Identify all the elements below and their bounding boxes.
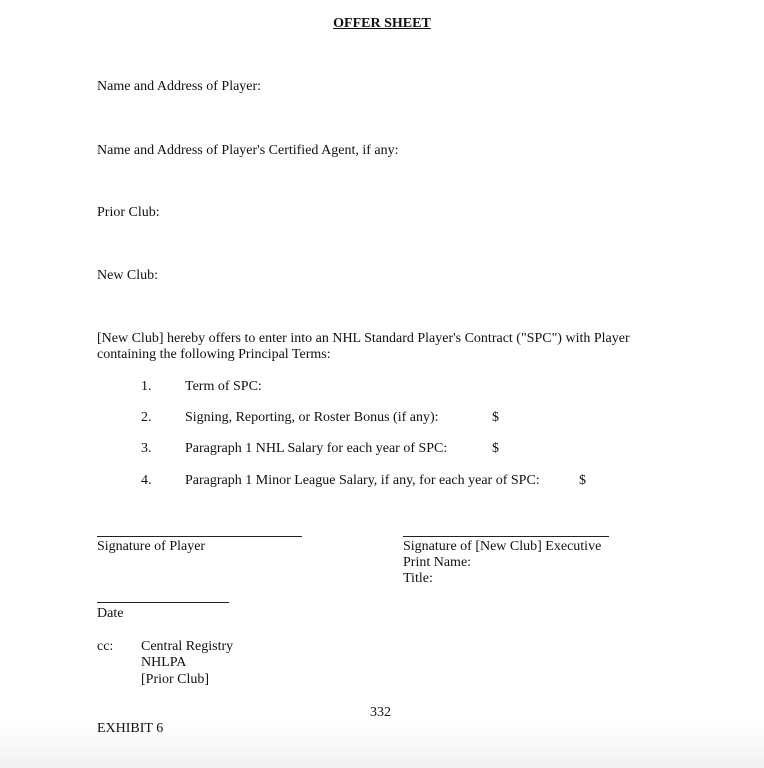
cc-recipient: [Prior Club]: [141, 672, 210, 687]
executive-signature-line: [403, 536, 609, 537]
term-1-text: Term of SPC:: [185, 379, 262, 394]
term-2-currency: $: [492, 410, 499, 425]
executive-signature-label: Signature of [New Club] Executive: [403, 539, 602, 554]
print-name-label: Print Name:: [403, 555, 472, 570]
term-2-number: 2.: [141, 410, 152, 425]
term-3-number: 3.: [141, 441, 152, 456]
term-4-currency: $: [579, 473, 586, 488]
date-label: Date: [97, 606, 124, 621]
new-club-label: New Club:: [97, 268, 159, 283]
page-number: 332: [370, 705, 391, 720]
document-title: OFFER SHEET: [333, 16, 431, 31]
term-4-text: Paragraph 1 Minor League Salary, if any, for each year of SPC:: [185, 473, 540, 488]
cc-recipient: NHLPA: [141, 655, 187, 670]
date-line: [97, 602, 229, 603]
cc-label: cc:: [97, 639, 114, 654]
offer-paragraph-line-1: [New Club] hereby offers to enter into an NHL Standard Player's Contract ("SPC") with Player: [97, 331, 630, 346]
cc-recipient: Central Registry: [141, 639, 234, 654]
executive-title-label: Title:: [403, 571, 433, 586]
term-3-text: Paragraph 1 NHL Salary for each year of SPC:: [185, 441, 448, 456]
agent-name-address-label: Name and Address of Player's Certified Agent, if any:: [97, 143, 399, 158]
term-3-currency: $: [492, 441, 499, 456]
exhibit-label: EXHIBIT 6: [97, 721, 164, 736]
player-signature-line: [97, 536, 302, 537]
term-2-text: Signing, Reporting, or Roster Bonus (if any):: [185, 410, 439, 425]
term-4-number: 4.: [141, 473, 152, 488]
term-1-number: 1.: [141, 379, 152, 394]
player-name-address-label: Name and Address of Player:: [97, 79, 262, 94]
player-signature-label: Signature of Player: [97, 539, 206, 554]
offer-paragraph-line-2: containing the following Principal Terms:: [97, 347, 331, 362]
prior-club-label: Prior Club:: [97, 205, 160, 220]
